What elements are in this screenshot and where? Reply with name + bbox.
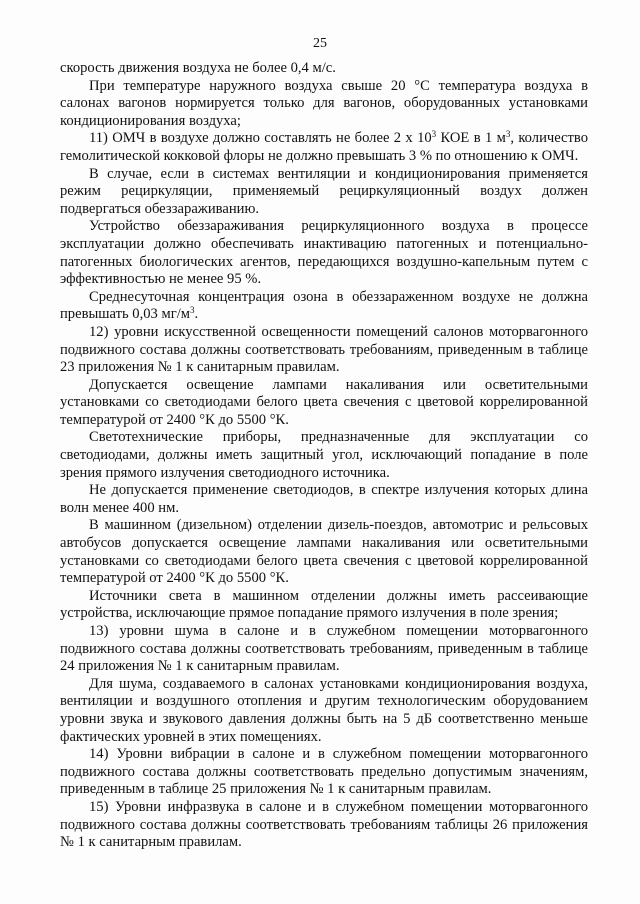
superscript: 3 xyxy=(505,129,511,140)
superscript: 3 xyxy=(190,305,195,316)
text-fragment: 11) ОМЧ в воздухе должно составлять не более 2 х 10 xyxy=(89,130,432,147)
superscript: 3 xyxy=(431,129,437,140)
paragraph-led-wavelength: Не допускается применение светодиодов, в спектре излучения которых длина волн менее 400 нм. xyxy=(60,482,588,516)
paragraph-disinfection-device: Устройство обеззараживания рециркуляционного воздуха в процессе эксплуатации должно обеспечивать инактивацию патогенных и потенциально-патогенных биологических агентов, передающихся воздушно-капельным путем с эффективностью не менее 95 %. xyxy=(60,218,588,288)
paragraph-outdoor-temperature: При температуре наружного воздуха свыше 20 °С температура воздуха в салонах вагонов нормируется только для вагонов, оборудованных установками кондиционирования воздуха; xyxy=(60,77,588,129)
text-fragment: . xyxy=(194,306,199,323)
paragraph-item-14-vibration: 14) Уровни вибрации в салоне и в служебном помещении моторвагонного подвижного состава должны соответствовать предельно допустимым значениям, приведенным в таблице 25 приложения № 1 к санитарным правилам. xyxy=(60,746,588,798)
paragraph-item-12-lighting: 12) уровни искусственной освещенности помещений салонов моторвагонного подвижного состава должны соответствовать требованиям, приведенным в таблице 23 приложения № 1 к санитарным правилам. xyxy=(60,323,588,376)
paragraph-item-15-infrasound: 15) Уровни инфразвука в салоне и в служебном помещении моторвагонного подвижного состава должны соответствовать требованиям таблицы 26 приложения № 1 к санитарным правилам. xyxy=(60,798,588,851)
paragraph-ozone-concentration xyxy=(60,289,588,324)
paragraph-item-11-omch xyxy=(60,130,588,165)
text-fragment: , количество гемолитической кокковой флоры не должно превышать 3 % по отношению к ОМЧ. xyxy=(60,130,588,164)
text-fragment: Среднесуточная концентрация озона в обеззараженном воздухе не должна превышать 0,03 мг/м xyxy=(60,288,588,323)
document-body xyxy=(60,60,588,852)
paragraph-recirculation: В случае, если в системах вентиляции и кондиционирования применяется режим рециркуляции, применяемый рециркуляционный воздух должен подвергаться обеззараживанию. xyxy=(60,165,588,217)
paragraph-noise-equipment: Для шума, создаваемого в салонах установками кондиционирования воздуха, вентиляции и воздушного отопления и другим технологическим оборудованием уровни звука и звукового давления должны быть на 5 дБ соответственно меньше фактических уровней в этих помещениях. xyxy=(60,675,588,745)
paragraph-engine-room-lighting: В машинном (дизельном) отделении дизель-поездов, автомотрис и рельсовых автобусов допускается освещение лампами накаливания или осветительными установками со светодиодами белого цвета свечения с цветовой коррелированной температурой от 2400 °К до 5500 °К. xyxy=(60,517,588,587)
paragraph-light-sources: Источники света в машинном отделении должны иметь рассеивающие устройства, исключающие прямое попадание прямого излучения в поле зрения; xyxy=(60,587,588,622)
paragraph-air-speed: скорость движения воздуха не более 0,4 м/с. xyxy=(60,60,336,76)
paragraph-item-13-noise: 13) уровни шума в салоне и в служебном помещении моторвагонного подвижного состава должны соответствовать требованиям, приведенным в таблице 24 приложения № 1 к санитарным правилам. xyxy=(60,623,588,675)
text-fragment: КОЕ в 1 м xyxy=(436,130,506,147)
paragraph-lamps-allowed: Допускается освещение лампами накаливания или осветительными установками со светодиодами белого цвета свечения с цветовой коррелированной температурой от 2400 °К до 5500 °К. xyxy=(60,376,588,428)
paragraph-led-fixtures: Светотехнические приборы, предназначенные для эксплуатации со светодиодами, должны иметь защитный угол, исключающий попадание в поле зрения прямого излучения светодиодного источника. xyxy=(60,429,588,481)
page-number: 25 xyxy=(313,36,327,51)
